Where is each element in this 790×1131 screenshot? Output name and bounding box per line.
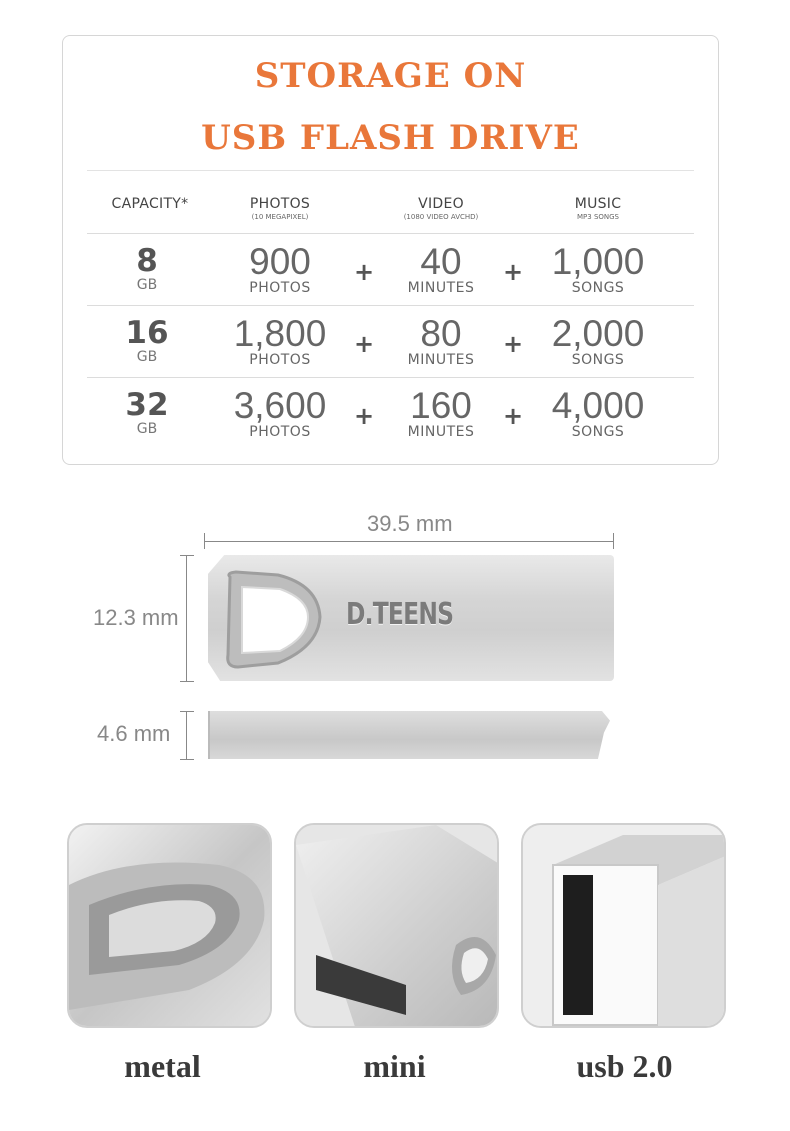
row-8gb-music — [528, 243, 668, 296]
video-value: 160 — [410, 385, 472, 426]
plus-icon: + — [353, 330, 375, 358]
row-32gb-music — [528, 387, 668, 440]
feature-mini-label: mini — [363, 1048, 426, 1084]
width-tick-top — [180, 555, 194, 556]
capacity-unit: GB — [136, 277, 158, 293]
photos-value: 1,800 — [233, 313, 327, 354]
photos-value: 900 — [249, 241, 311, 282]
storage-card — [62, 35, 719, 465]
music-value: 4,000 — [551, 385, 645, 426]
row-8gb-photos — [215, 243, 345, 296]
row-32gb-capacity — [107, 388, 187, 437]
row-divider — [87, 233, 694, 234]
capacity-value: 8 — [136, 243, 158, 279]
feature-mini-image — [294, 823, 499, 1028]
video-unit: MINUTES — [407, 352, 475, 368]
header-video-label: VIDEO — [418, 196, 464, 212]
feature-usb-image — [521, 823, 726, 1028]
row-8gb-video — [381, 243, 501, 296]
header-video — [381, 196, 501, 221]
drive-side-view — [208, 711, 610, 759]
width-dimension-line — [186, 555, 187, 682]
width-dimension-label: 12.3 mm — [93, 605, 179, 630]
header-music — [543, 196, 653, 221]
plus-icon: + — [502, 258, 524, 286]
mini-closeup-icon — [296, 825, 499, 1028]
brand-logo: D.TEENS — [346, 597, 454, 632]
header-video-sub: (1080 VIDEO AVCHD) — [403, 213, 479, 221]
header-capacity-label: CAPACITY* — [111, 196, 189, 212]
title-line-2: USB FLASH DRIVE — [201, 118, 580, 158]
thickness-dimension-line — [186, 711, 187, 760]
header-music-label: MUSIC — [574, 196, 622, 212]
plus-icon: + — [502, 330, 524, 358]
row-16gb-capacity — [107, 316, 187, 365]
row-divider — [87, 305, 694, 306]
row-16gb-photos — [215, 315, 345, 368]
capacity-unit: GB — [136, 421, 158, 437]
length-tick-left — [204, 533, 205, 549]
music-value: 2,000 — [551, 313, 645, 354]
plus-icon: + — [502, 402, 524, 430]
row-32gb-video — [381, 387, 501, 440]
music-unit: SONGS — [571, 424, 625, 440]
title-divider — [87, 170, 694, 171]
plus-icon: + — [353, 402, 375, 430]
music-unit: SONGS — [571, 280, 625, 296]
photos-value: 3,600 — [233, 385, 327, 426]
photos-unit: PHOTOS — [249, 424, 311, 440]
keyring-hole-icon — [208, 555, 338, 681]
thickness-dimension-label: 4.6 mm — [97, 721, 171, 746]
header-music-sub: MP3 SONGS — [577, 213, 619, 221]
length-tick-right — [613, 533, 614, 549]
video-unit: MINUTES — [407, 424, 475, 440]
capacity-unit: GB — [136, 349, 158, 365]
photos-unit: PHOTOS — [249, 280, 311, 296]
feature-metal-label: metal — [124, 1048, 201, 1084]
video-value: 80 — [420, 313, 462, 354]
music-value: 1,000 — [551, 241, 645, 282]
row-16gb-music — [528, 315, 668, 368]
row-divider — [87, 377, 694, 378]
usb-connector-icon — [523, 825, 726, 1028]
metal-closeup-icon — [69, 825, 272, 1028]
length-dimension-label: 39.5 mm — [367, 511, 453, 536]
row-16gb-video — [381, 315, 501, 368]
capacity-value: 32 — [125, 387, 169, 423]
music-unit: SONGS — [571, 352, 625, 368]
header-photos-sub: (10 MEGAPIXEL) — [251, 213, 309, 221]
thickness-tick-top — [180, 711, 194, 712]
thickness-tick-bottom — [180, 759, 194, 760]
row-8gb-capacity — [107, 244, 187, 293]
capacity-value: 16 — [125, 315, 169, 351]
row-32gb-photos — [215, 387, 345, 440]
header-photos-label: PHOTOS — [249, 196, 311, 212]
photos-unit: PHOTOS — [249, 352, 311, 368]
feature-metal-image — [67, 823, 272, 1028]
title-line-1: STORAGE ON — [254, 56, 527, 96]
feature-usb-label: usb 2.0 — [576, 1048, 673, 1084]
width-tick-bottom — [180, 681, 194, 682]
length-dimension-line — [204, 541, 614, 542]
header-photos — [225, 196, 335, 221]
header-capacity — [95, 196, 205, 212]
plus-icon: + — [353, 258, 375, 286]
video-value: 40 — [420, 241, 462, 282]
video-unit: MINUTES — [407, 280, 475, 296]
